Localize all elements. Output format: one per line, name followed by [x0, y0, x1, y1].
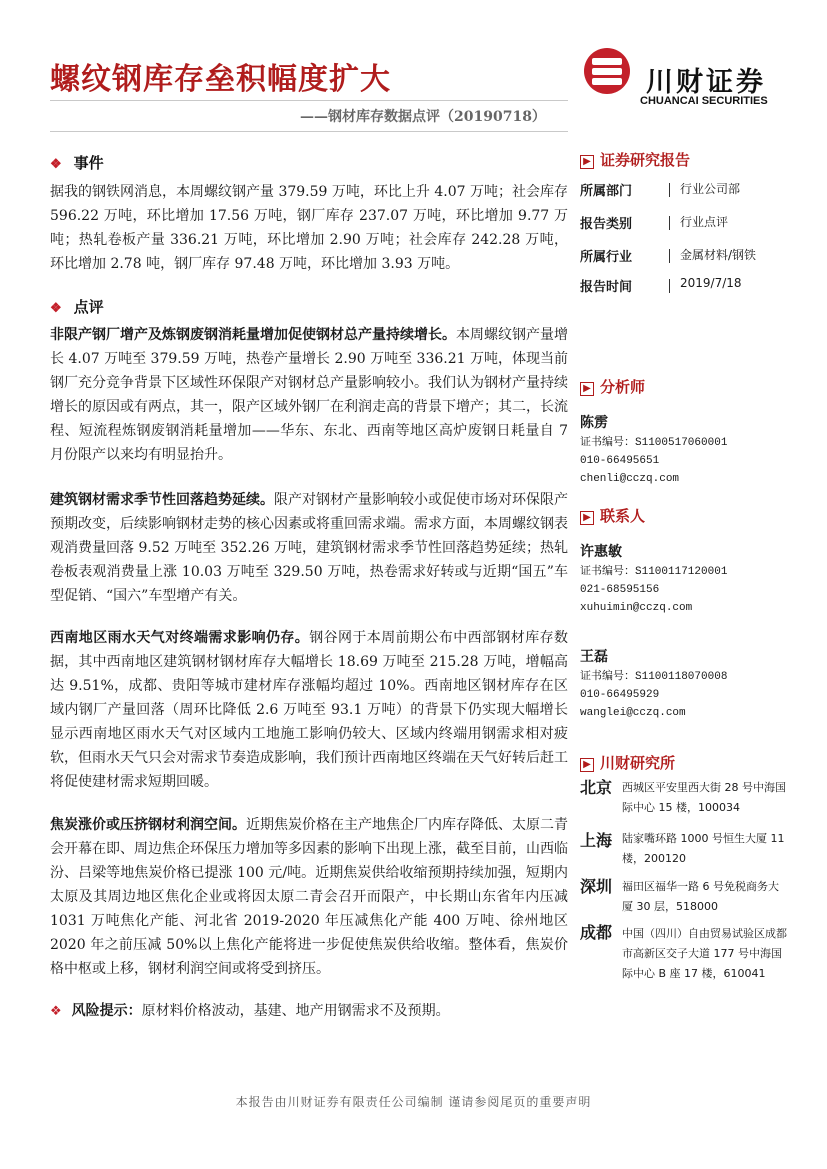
contact-phone: 021-68595156 — [580, 584, 660, 596]
contact-phone: 010-66495929 — [580, 689, 660, 701]
analyst-heading: ▶ 分析师 — [580, 376, 645, 397]
analyst-phone: 010-66495651 — [580, 455, 660, 467]
event-paragraph: 据我的钢铁网消息，本周螺纹钢产量 379.59 万吨，环比上升 4.07 万吨；社会库存 596.22 万吨，环比增加 17.56 万吨，钢厂库存 237.07 万吨，环比增加 9.77 万吨；热轧卷板产量 336.21 万吨，环比增加 2.90 万吨；社会库存 242.28 万吨，环比增加 2.78 吨，钢厂库存 97.48 万吨，环比增加 3.93 万吨。 — [50, 184, 568, 272]
company-logo-name: 川财证券 — [646, 67, 766, 98]
paragraph-lead: 建筑钢材需求季节性回落趋势延续。 — [50, 492, 274, 508]
title-divider — [50, 100, 568, 101]
risk-note: ❖ 风险提示：原材料价格波动，基建、地产用钢需求不及预期。 — [50, 1003, 450, 1019]
comment-paragraph-4: 焦炭涨价或压挤钢材利润空间。近期焦炭价格在主产地焦企厂内库存降低、太原二青会开幕在即、周边焦企环保压力增加等多因素的影响下出现上涨，截至目前，山西临汾、吕梁等地焦炭价格已提涨 100 元/吨。近期焦炭供给收缩预期持续加强，短期内太原及其周边地区焦化企业或将因太原二青会召开而限产，中长期山东省年内压减 1031 万吨焦化产能、河北省 2019-2020 年压减焦化产能 400 万吨、徐州地区 2020 年之前压减 50%以上焦化产能将进一步促使焦炭供给收缩。整体看，焦炭价格中枢或上移，钢材利润空间或将受到挤压。 — [50, 817, 568, 977]
office-city: 成都 — [580, 923, 613, 942]
office-address: 中国（四川）自由贸易试验区成都市高新区交子大道 177 号中海国际中心 B 座 17 楼，610041 — [622, 927, 787, 980]
comment-paragraph-3: 西南地区雨水天气对终端需求影响仍存。钢谷网于本周前期公布中西部钢材库存数据，其中西南地区建筑钢材钢材库存大幅增长 18.69 万吨至 215.28 万吨，增幅高达 9.51%，成都、贵阳等城市建材库存涨幅均超过 10%。西南地区钢材库存在区域内钢厂产量回落（周环比降低 2.6 万吨至 93.1 万吨）的背景下仍实现大幅增长显示西南地区雨水天气对区域内工地施工影响仍较大、区域内终端用钢需求相对疲软，但雨水天气只会对需求节奏造成影响，我们预计西南地区终端在天气好转后赶工将促使建材需求短期回暖。 — [50, 630, 569, 790]
paragraph-lead: 非限产钢厂增产及炼钢废钢消耗量增加促使钢材总产量持续增长。 — [50, 327, 456, 343]
analyst-name: 陈雳 — [580, 415, 608, 431]
office-city: 北京 — [580, 778, 613, 797]
comment-heading: ❖ 点评 — [50, 298, 104, 316]
comment-paragraph-2: 建筑钢材需求季节性回落趋势延续。限产对钢材产量影响较小或促使市场对环保限产预期改变，后续影响钢材走势的核心因素或将重回需求端。需求方面，本周螺纹钢表观消费量回落 9.52 万吨至 352.26 万吨，建筑钢材需求季节性回落趋势延续；热轧卷板表观消费量上涨 10.03 万吨至 329.50 万吨，热卷需求好转或与近期“国五”车型促销、“国六”车型增产有关。 — [50, 492, 568, 604]
subtitle-divider — [50, 131, 568, 132]
footer-disclaimer: 本报告由川财证券有限责任公司编制 谨请参阅尾页的重要声明 — [235, 1095, 592, 1109]
analyst-cert: 证书编号：S1100517060001 — [580, 437, 728, 449]
institute-heading: ▶ 川财研究所 — [580, 752, 675, 773]
event-heading: ❖ 事件 — [50, 154, 104, 172]
contact-email[interactable]: xuhuimin@cczq.com — [580, 602, 693, 614]
heading-marker-icon: ▶ — [580, 382, 594, 396]
office-address: 陆家嘴环路 1000 号恒生大厦 11 楼，200120 — [622, 832, 785, 865]
contact-card — [580, 646, 727, 722]
info-row-date: 报告时间 2019/7/18 — [580, 276, 742, 295]
contact-cert: 证书编号：S1100118070008 — [580, 671, 728, 683]
office-city: 深圳 — [580, 877, 613, 896]
office-address: 西城区平安里西大街 28 号中海国际中心 15 楼，100034 — [622, 781, 786, 814]
diamond-bullet-icon: ❖ — [50, 1004, 62, 1019]
company-logo-icon — [584, 48, 630, 94]
heading-marker-icon: ▶ — [580, 758, 594, 772]
diamond-bullet-icon: ❖ — [50, 157, 62, 172]
page-title: 螺纹钢库存垒积幅度扩大 — [50, 62, 391, 97]
office-city: 上海 — [580, 831, 613, 850]
comment-paragraph-1: 非限产钢厂增产及炼钢废钢消耗量增加促使钢材总产量持续增长。本周螺纹钢产量增长 4.07 万吨至 379.59 万吨，热卷产量增长 2.90 万吨至 336.21 万吨，体现当前钢厂充分竞争背景下区域性环保限产对钢材总产量影响较小。我们认为钢材产量持续增长的原因或有两点，其一，限产区域外钢厂在利润走高的背景下增产；其二，长流程、短流程炼钢废钢消耗量增加——华东、东北、西南等地区高炉废钢日耗量自 7 月份限产以来均有明显抬升。 — [50, 327, 568, 463]
info-row-industry: 所属行业 金属材料/钢铁 — [580, 248, 757, 265]
diamond-bullet-icon: ❖ — [50, 301, 62, 316]
info-row-category: 报告类别 行业点评 — [580, 215, 729, 232]
analyst-email[interactable]: chenli@cczq.com — [580, 473, 680, 485]
contact-card — [580, 541, 727, 617]
contact-name: 王磊 — [580, 649, 608, 665]
page-subtitle: ——钢材库存数据点评（20190718） — [300, 109, 546, 125]
report-heading: ▶ 证券研究报告 — [580, 149, 690, 170]
contact-cert: 证书编号：S1100117120001 — [580, 566, 728, 578]
info-row-department: 所属部门 行业公司部 — [580, 182, 741, 199]
heading-marker-icon: ▶ — [580, 155, 594, 169]
office-address: 福田区福华一路 6 号免税商务大厦 30 层，518000 — [622, 880, 779, 913]
paragraph-lead: 西南地区雨水天气对终端需求影响仍存。 — [50, 630, 310, 646]
paragraph-lead: 焦炭涨价或压挤钢材利润空间。 — [50, 817, 246, 833]
contact-email[interactable]: wanglei@cczq.com — [580, 707, 686, 719]
contact-name: 许惠敏 — [580, 544, 622, 560]
company-logo-english: CHUANCAI SECURITIES — [640, 95, 768, 107]
contact-heading: ▶ 联系人 — [580, 505, 645, 526]
analyst-card — [580, 412, 727, 488]
heading-marker-icon: ▶ — [580, 511, 594, 525]
